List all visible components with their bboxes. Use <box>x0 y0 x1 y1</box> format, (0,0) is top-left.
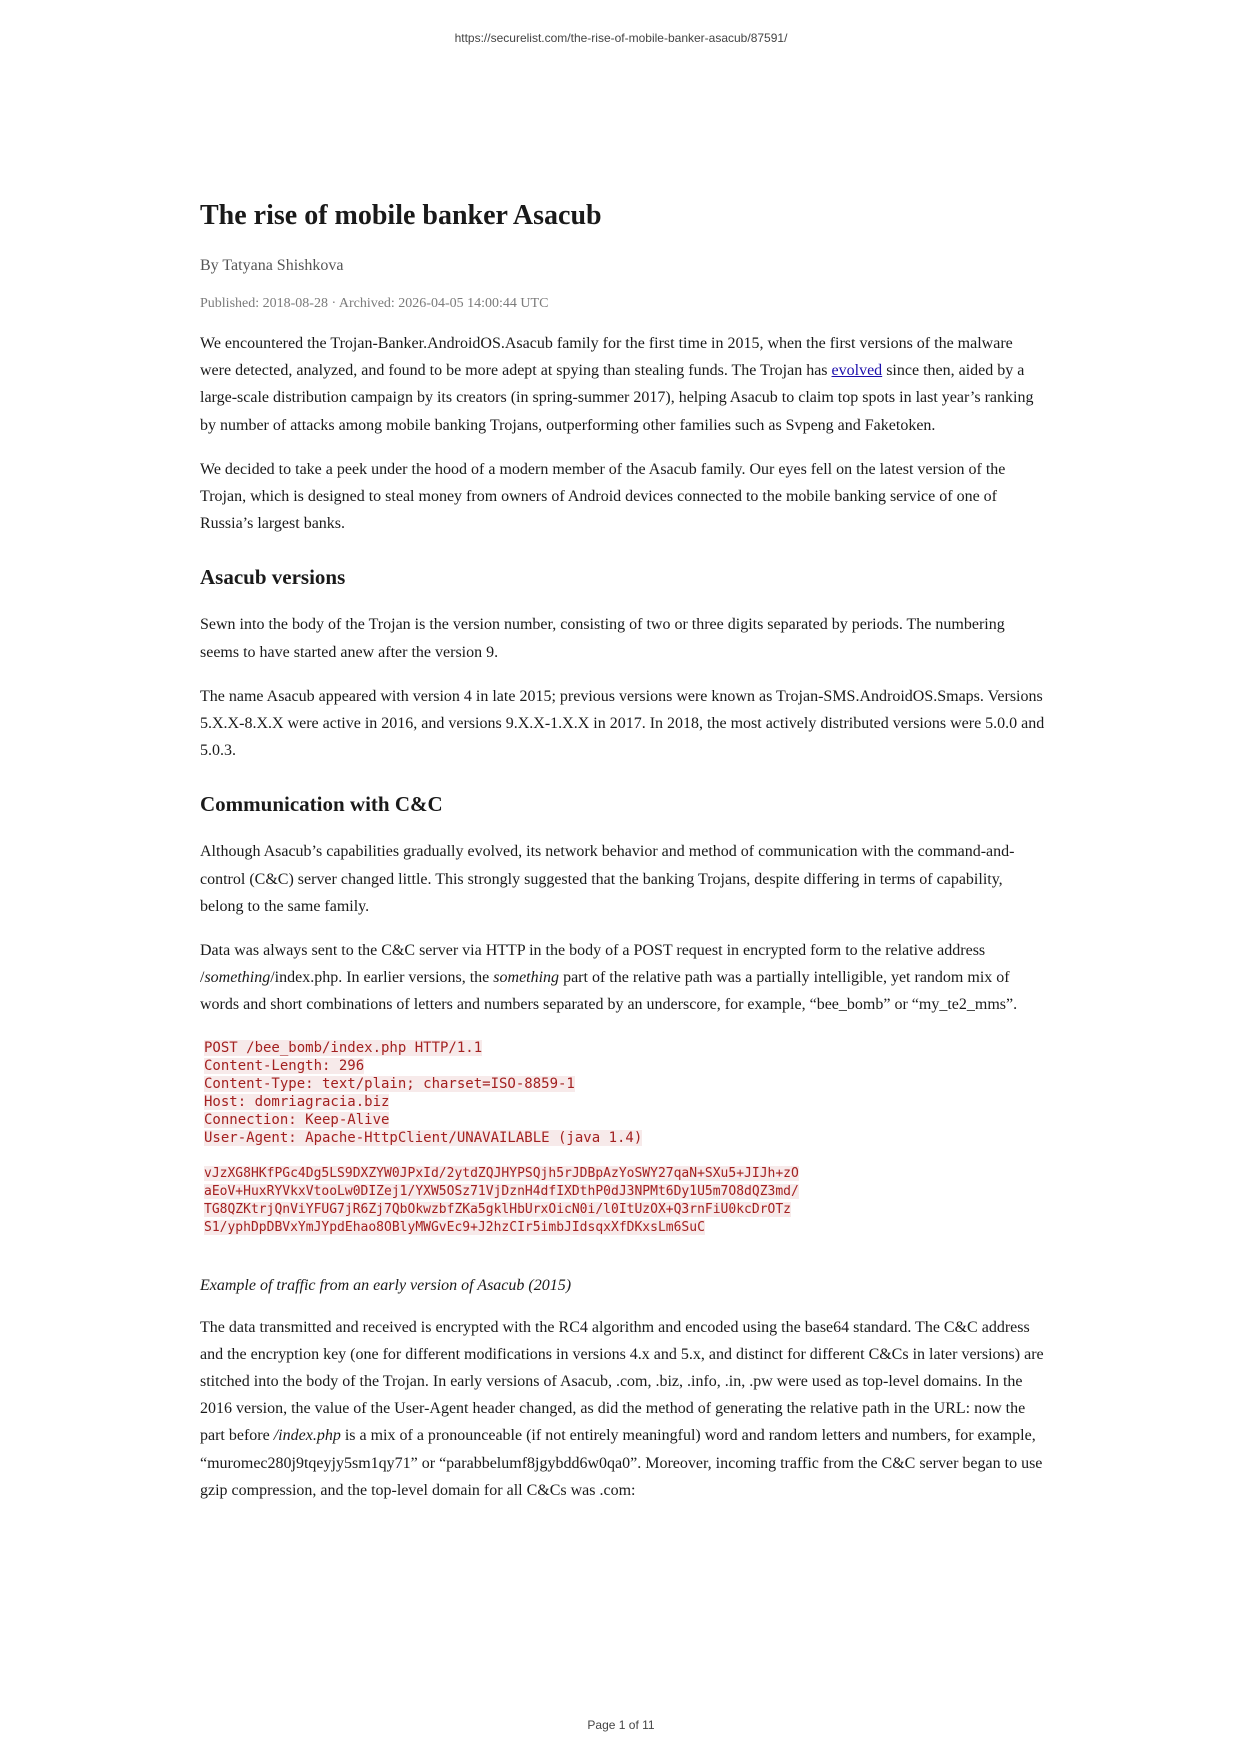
article-title: The rise of mobile banker Asacub <box>200 200 602 231</box>
article-byline: By Tatyana Shishkova <box>200 257 344 274</box>
comm-p3-text-b: is a mix of a pronounceable (if not entirely meaningful) word and random letters and numbers, for example, “muromec280j9tqeyjy5sm1qy71” or “parabbelumf8jgybdd6w0qa0”. Moreover, incoming traffic from the C&C server began to use gzip compression, and the top-level domain for all C&Cs was .com: <box>200 1427 1043 1499</box>
page-indicator: Page 1 of 11 <box>587 1718 655 1732</box>
code-line: Host: domriagracia.biz <box>204 1093 390 1110</box>
code-line: POST /bee_bomb/index.php HTTP/1.1 <box>204 1039 483 1056</box>
code-line: Content-Type: text/plain; charset=ISO-8859-1 <box>204 1075 575 1092</box>
code-line: Connection: Keep-Alive <box>204 1111 390 1128</box>
code-line: Content-Length: 296 <box>204 1057 365 1074</box>
comm-p2-text-c: part of the relative path was a partially intelligible, yet random mix of words and short combinations of letters and numbers separated by an underscore, for example, “bee_bomb” or “my_te2_mms”. <box>200 969 1018 1014</box>
intro-p1-text-b: since then, aided by a large-scale distribution campaign by its creators (in spring-summer 2017), helping Asacub to claim top spots in last year’s ranking by number of attacks among mobile banking Trojans, outperforming other families such as Svpeng and Faketoken. <box>200 362 1034 434</box>
versions-paragraph-2: The name Asacub appeared with version 4 in late 2015; previous versions were known as Trojan-SMS.AndroidOS.Smaps. Versions 5.X.X-8.X.X were active in 2016, and versions 9.X.X-1.X.X in 2017. In 2018, the most actively distributed versions were 5.0.0 and 5.0.3. <box>200 687 1045 760</box>
comm-p2-emphasis-1: something <box>204 969 271 987</box>
code-line: User-Agent: Apache-HttpClient/UNAVAILABLE (java 1.4) <box>204 1129 643 1146</box>
communication-paragraph-1: Although Asacub’s capabilities gradually evolved, its network behavior and method of communication with the command-and-control (C&C) server changed little. This strongly suggested that the banking Trojans, despite differing in terms of capability, belong to the same family. <box>200 843 1015 915</box>
http-encrypted-body <box>200 1162 1045 1240</box>
code-line: vJzXG8HKfPGc4Dg5LS9DXZYW0JPxId/2ytdZQJHYPSQjh5rJDBpAzYoSWY27qaN+SXu5+JIJh+zO <box>204 1165 799 1181</box>
intro-paragraph-2: We decided to take a peek under the hood of a modern member of the Asacub family. Our eyes fell on the latest version of the Trojan, which is designed to steal money from owners of Android devices connected to the mobile banking service of one of Russia’s largest banks. <box>200 460 1006 533</box>
comm-p3-emphasis: /index.php <box>273 1427 341 1445</box>
article-meta: Published: 2018-08-28 · Archived: 2026-04-05 14:00:44 UTC <box>200 296 549 311</box>
code-line: aEoV+HuxRYVkxVtooLw0DIZej1/YXW5OSz71VjDznH4dfIXDthP0dJ3NPMt6Dy1U5m7O8dQZ3md/ <box>204 1183 799 1199</box>
comm-p3-text-a: The data transmitted and received is encrypted with the RC4 algorithm and encoded using the base64 standard. The C&C address and the encryption key (one for different modifications in versions 4.x and 5.x, and distinct for different C&Cs in later versions) are stitched into the body of the Trojan. In early versions of Asacub, .com, .biz, .info, .in, .pw were used as top-level domains. In the 2016 version, the value of the User-Agent header changed, as did the method of generating the relative path in the URL: now the part before <box>200 1318 1044 1445</box>
section-heading-versions: Asacub versions <box>200 565 346 590</box>
section-heading-communication: Communication with C&C <box>200 792 443 817</box>
code-line: S1/yphDpDBVxYmJYpdEhao8OBlyMWGvEc9+J2hzCIr5imbJIdsqxXfDKxsLm6SuC <box>204 1219 705 1235</box>
comm-p2-text-b: /index.php. In earlier versions, the <box>270 969 494 987</box>
article <box>200 196 1045 1521</box>
comm-p2-text-a: Data was always sent to the C&C server via HTTP in the body of a POST request in encrypted form to the relative address / <box>200 942 986 987</box>
traffic-caption: Example of traffic from an early version of Asacub (2015) <box>200 1276 572 1294</box>
intro-paragraph-1 <box>200 330 1045 439</box>
page-url: https://securelist.com/the-rise-of-mobile-banker-asacub/87591/ <box>454 31 788 45</box>
comm-p2-emphasis-2: something <box>493 969 560 987</box>
communication-paragraph-2 <box>200 937 1045 1019</box>
intro-p1-text-a: We encountered the Trojan-Banker.AndroidOS.Asacub family for the first time in 2015, when the first versions of the malware were detected, analyzed, and found to be more adept at spying than stealing funds. The Trojan has <box>200 335 1013 380</box>
http-request-headers <box>200 1036 1045 1150</box>
communication-paragraph-3 <box>200 1314 1045 1504</box>
evolved-link[interactable]: evolved <box>831 362 883 380</box>
code-line: TG8QZKtrjQnViYFUG7jR6Zj7QbOkwzbfZKa5gklHbUrxOicN0i/l0ItUzOX+Q3rnFiU0kcDrOTz <box>204 1201 791 1217</box>
versions-paragraph-1: Sewn into the body of the Trojan is the version number, consisting of two or three digits separated by periods. The numbering seems to have started anew after the version 9. <box>200 616 1005 661</box>
